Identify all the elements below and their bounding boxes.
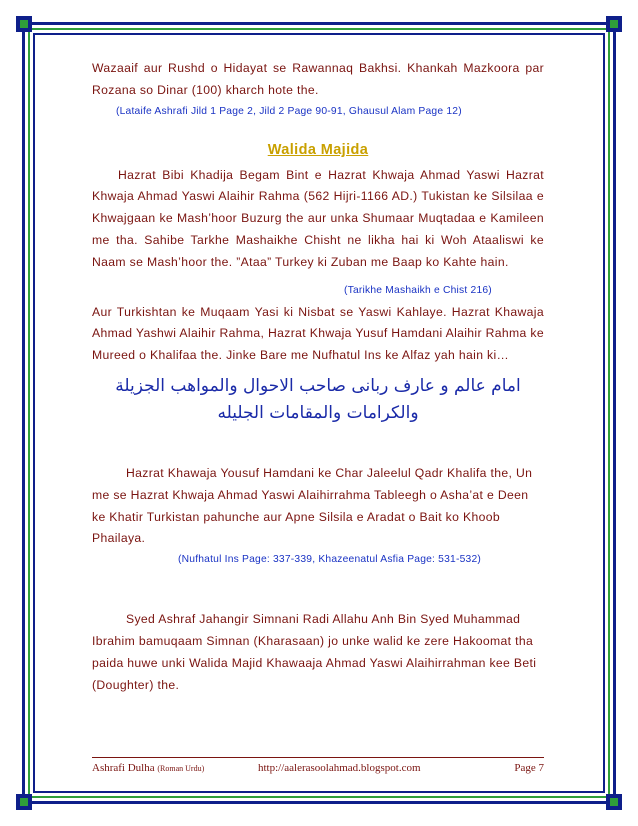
footer-subtitle: (Roman Urdu) — [157, 764, 205, 773]
paragraph-ashraf-jahangir: Syed Ashraf Jahangir Simnani Radi Allahu Anh Bin Syed Muhammad Ibrahim bamuqaam Simnan (Kharasaan) jo unke walid ke zere Hakoomat tha paida huwe unki Walida Majid Khawaaja Ahmad Yaswi Alaihirrahman kee Beti (Doughter) the. — [92, 612, 537, 692]
reference-citation: (Lataife Ashrafi Jild 1 Page 2, Jild 2 Page 90-91, Ghausul Alam Page 12) — [116, 105, 462, 117]
footer-url-link[interactable]: http://aalerasoolahmad.blogspot.com — [258, 762, 421, 774]
section-heading: Walida Majida — [267, 141, 369, 158]
corner-ornament-icon — [16, 794, 32, 810]
footer-page-number: Page 7 — [514, 762, 544, 774]
reference-citation: (Nufhatul Ins Page: 337-339, Khazeenatul Asfia Page: 531-532) — [178, 554, 482, 566]
footer-book-title — [92, 762, 204, 774]
corner-ornament-icon — [606, 16, 622, 32]
reference-citation: (Tarikhe Mashaikh e Chist 216) — [344, 284, 492, 296]
footer-divider — [92, 757, 544, 758]
arabic-quote-line-2: والکرامات والمقامات الجلیله — [217, 402, 419, 423]
corner-ornament-icon — [16, 16, 32, 32]
arabic-quote-line-1: امام عالم و عارف ربانی صاحب الاحوال والمواهب الجزیلة — [115, 375, 521, 396]
paragraph-yousuf-hamdani: Hazrat Khawaja Yousuf Hamdani ke Char Jaleelul Qadr Khalifa the, Un me se Hazrat Khwaja Ahmad Yaswi Alaihirrahma Tableegh o Asha’at e Deen ke Khatir Turkistan pahunche aur Apne Silsila e Aradat o Bait ko Khoob Phailaya. — [92, 465, 533, 546]
footer-title: Ashrafi Dulha — [92, 762, 155, 774]
page-content — [92, 58, 544, 696]
paragraph-walida-majida: Hazrat Bibi Khadija Begam Bint e Hazrat Khwaja Ahmad Yaswi Hazrat Khwaja Ahmad Yaswi Alaihir Rahma (562 Hijri-1166 AD.) Tukistan ke Silsilaa e Khwajgaan ke Mash’hoor Buzurg the aur unka Shumaar Muqtadaa e Kamileen me tha. Sahibe Tarkhe Mashaikhe Chisht ne likha hai ki Woh Ataaliswi ke Naam se Mash’hoor the. ”Ataa” Turkey ki Zuban me Baap ko Kahte hain. — [92, 167, 544, 269]
paragraph-intro: Wazaaif aur Rushd o Hidayat se Rawannaq Bakhsi. Khankah Mazkoora par Rozana so Dinar (100) kharch hote the. — [92, 61, 544, 97]
paragraph-turkistan: Aur Turkishtan ke Muqaam Yasi ki Nisbat se Yaswi Kahlaye. Hazrat Khawaja Ahmad Yashwi Alaihir Rahma, Hazrat Khwaja Yusuf Hamdani Alaihir Rahma ke Mureed o Khalifaa the. Jinke Bare me Nufhatul Ins ke Alfaz yah hain ki… — [92, 304, 544, 363]
page-footer — [92, 762, 544, 778]
corner-ornament-icon — [606, 794, 622, 810]
